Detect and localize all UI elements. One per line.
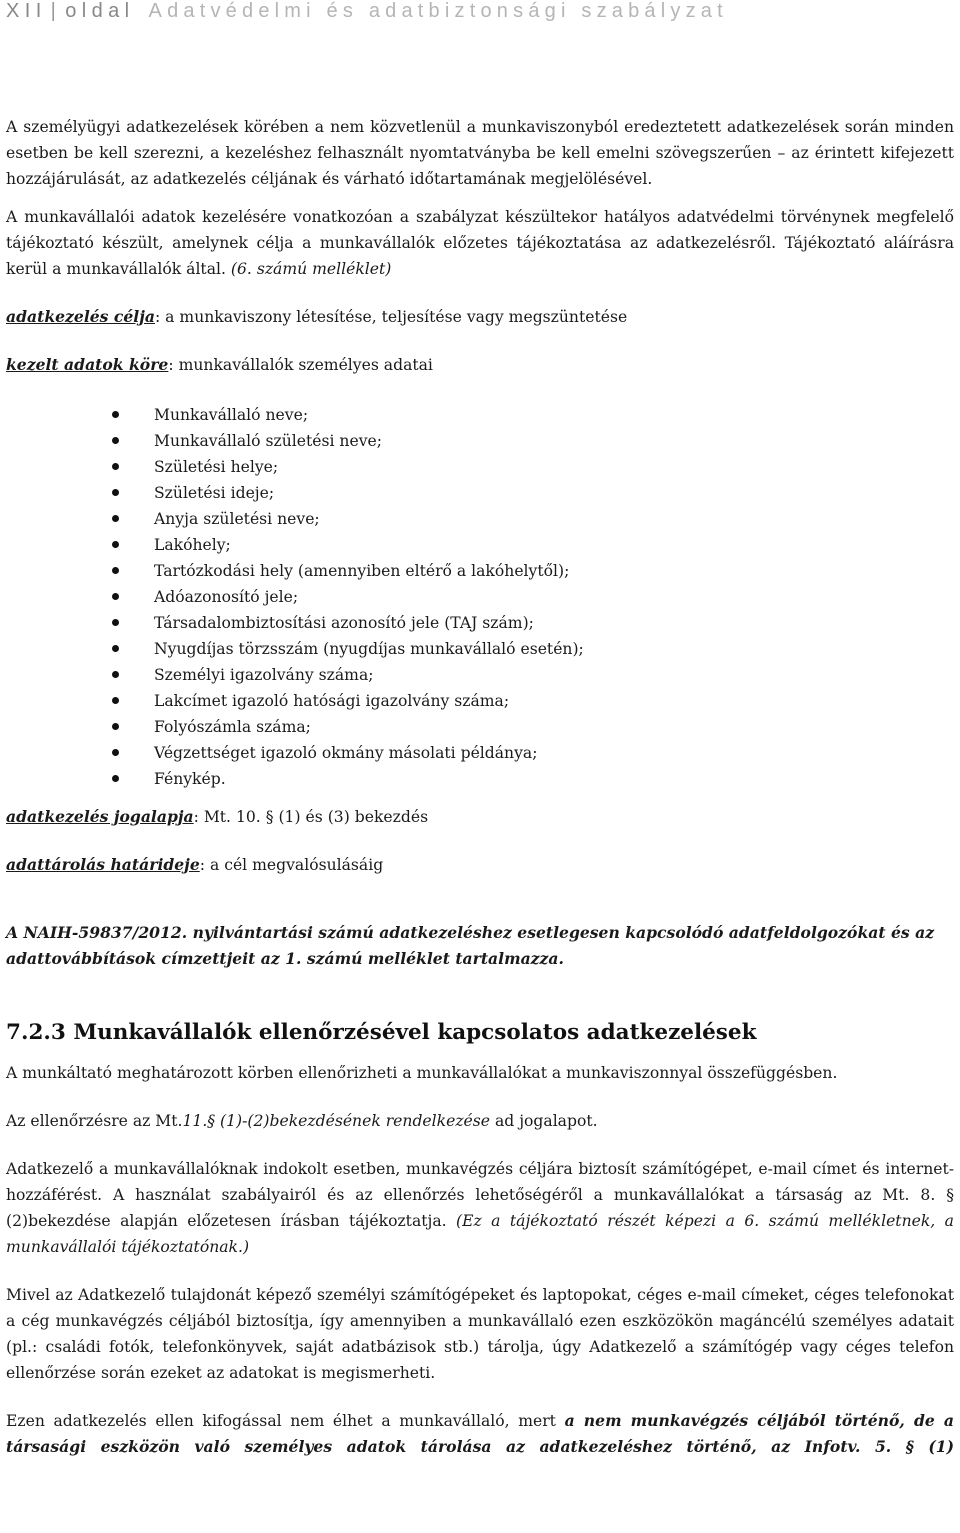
paragraph-it-equipment bbox=[6, 1156, 954, 1260]
list-item: Anyja születési neve; bbox=[6, 506, 954, 532]
paragraph-private-data: Mivel az Adatkezelő tulajdonát képező személyi számítógépeket és laptopokat, céges e-mail címeket, céges telefonokat a cég munkavégzés céljából biztosítja, így amennyiben a munkavállaló ezen eszközökön magáncélú személyes adatait (pl.: családi fotók, telefonkönyvek, saját adatbázisok stb.) tárolja, úgy Adatkezelő a számítógép vagy céges telefon ellenőrzése során ezeket az adatokat is megismerheti. bbox=[6, 1286, 954, 1382]
control-basis-lead: Az ellenőrzésre az Mt. bbox=[6, 1112, 183, 1130]
control-basis-tail: ad jogalapot. bbox=[490, 1112, 598, 1130]
list-item: Tartózkodási hely (amennyiben eltérő a lakóhelytől); bbox=[6, 558, 954, 584]
notice-annex-ref: (6. számú melléklet) bbox=[230, 260, 392, 278]
purpose-text: : a munkaviszony létesítése, teljesítése vagy megszüntetése bbox=[154, 308, 628, 326]
list-item: Lakcímet igazoló hatósági igazolvány száma; bbox=[6, 688, 954, 714]
page-word: oldal bbox=[65, 0, 135, 22]
section-title: Munkavállalók ellenőrzésével kapcsolatos adatkezelések bbox=[73, 1020, 757, 1045]
retention-text: : a cél megvalósulásáig bbox=[199, 856, 384, 874]
retention-line bbox=[6, 852, 954, 878]
paragraph-employee-notice bbox=[6, 204, 954, 282]
page-header bbox=[6, 0, 956, 24]
document-body bbox=[6, 114, 954, 1460]
list-item: Lakóhely; bbox=[6, 532, 954, 558]
legal-basis-line bbox=[6, 804, 954, 830]
legal-basis-text: : Mt. 10. § (1) és (3) bekezdés bbox=[193, 808, 429, 826]
page-label: XII bbox=[6, 0, 47, 22]
purpose-label: adatkezelés célja bbox=[6, 307, 155, 326]
retention-label: adattárolás határideje bbox=[6, 855, 200, 874]
scope-line bbox=[6, 352, 954, 378]
list-item: Születési ideje; bbox=[6, 480, 954, 506]
scope-label: kezelt adatok köre bbox=[6, 355, 169, 374]
section-heading bbox=[6, 1018, 954, 1048]
data-items-list bbox=[6, 402, 954, 792]
purpose-line bbox=[6, 304, 954, 330]
list-item: Végzettséget igazoló okmány másolati példánya; bbox=[6, 740, 954, 766]
it-equipment-text: Adatkezelő a munkavállalóknak indokolt esetben, munkavégzés céljára biztosít számítógépet, e-mail címet és internet-hozzáférést. A használat szabályairól és az ellenőrzés lehetőségéről a munkavállalókat a társaság az Mt. 8. § (2)bekezdése alapján előzetesen írásban tájékoztatja. bbox=[6, 1160, 954, 1230]
objection-bold: a nem munkavégzés céljából történő, de a társasági eszközön való személyes adatok tárolása az adatkezeléshez történő, az Infotv. 5. § (1) bbox=[6, 1411, 954, 1456]
control-basis-ref: 11.§ (1)-(2)bekezdésének rendelkezése bbox=[182, 1112, 490, 1130]
list-item: Adóazonosító jele; bbox=[6, 584, 954, 610]
list-item: Folyószámla száma; bbox=[6, 714, 954, 740]
it-equipment-annex-ref: (Ez a tájékoztató részét képezi a 6. számú mellékletnek, a munkavállalói tájékoztatónak.) bbox=[6, 1212, 954, 1256]
paragraph-objection bbox=[6, 1408, 954, 1460]
list-item: Társadalombiztosítási azonosító jele (TAJ szám); bbox=[6, 610, 954, 636]
notice-text: A munkavállalói adatok kezelésére vonatkozóan a szabályzat készültekor hatályos adatvédelmi törvénynek megfelelő tájékoztató készült, amelynek célja a munkavállalók előzetes tájékoztatása az adatkezelésről. Tájékoztató aláírásra kerül a munkavállalók által. bbox=[6, 208, 954, 278]
list-item: Munkavállaló neve; bbox=[6, 402, 954, 428]
list-item: Személyi igazolvány száma; bbox=[6, 662, 954, 688]
paragraph-control-basis bbox=[6, 1108, 954, 1134]
objection-lead: Ezen adatkezelés ellen kifogással nem élhet a munkavállaló, mert bbox=[6, 1412, 565, 1430]
paragraph-employer-control: A munkáltató meghatározott körben ellenőrizheti a munkavállalókat a munkaviszonnyal összefüggésben. bbox=[6, 1064, 838, 1082]
list-item: Fénykép. bbox=[6, 766, 954, 792]
scope-text: : munkavállalók személyes adatai bbox=[168, 356, 433, 374]
section-number: 7.2.3 bbox=[6, 1020, 66, 1045]
document-title: Adatvédelmi és adatbiztonsági szabályzat bbox=[148, 0, 728, 22]
naih-note: A NAIH-59837/2012. nyilvántartási számú adatkezeléshez esetlegesen kapcsolódó adatfeldolgozókat és az adattovábbítások címzettjeit az 1. számú melléklet tartalmazza. bbox=[6, 923, 935, 968]
list-item: Munkavállaló születési neve; bbox=[6, 428, 954, 454]
legal-basis-label: adatkezelés jogalapja bbox=[6, 807, 194, 826]
list-item: Nyugdíjas törzsszám (nyugdíjas munkavállaló esetén); bbox=[6, 636, 954, 662]
paragraph-consent: A személyügyi adatkezelések körében a nem közvetlenül a munkaviszonyból eredeztetett adatkezelések során minden esetben be kell szerezni, a kezeléshez felhasznált nyomtatványba be kell emelni szövegszerűen – az érintett kifejezett hozzájárulását, az adatkezelés céljának és várható időtartamának megjelölésével. bbox=[6, 118, 954, 188]
list-item: Születési helye; bbox=[6, 454, 954, 480]
header-separator: | bbox=[50, 0, 62, 22]
